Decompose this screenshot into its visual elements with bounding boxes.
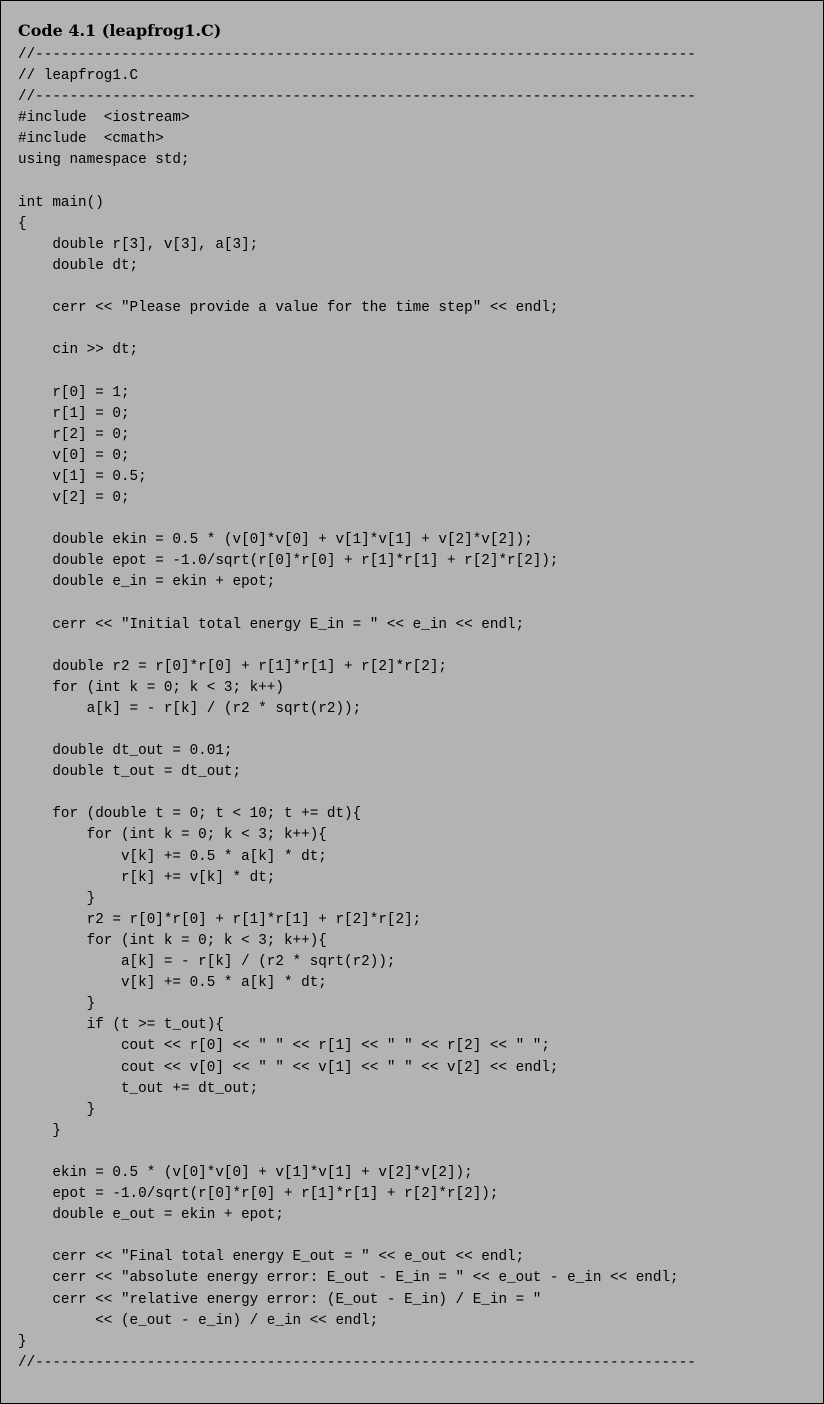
code-line: v[k] += 0.5 * a[k] * dt;: [18, 975, 327, 992]
code-line: [18, 361, 696, 382]
code-line: v[k] += 0.5 * a[k] * dt;: [18, 848, 327, 865]
code-line: //-----------------------------------------------------------------------------: [18, 89, 696, 106]
code-line: // leapfrog1.C: [18, 68, 139, 85]
code-line: epot = -1.0/sqrt(r[0]*r[0] + r[1]*r[1] + r[2]*r[2]);: [18, 1186, 499, 1203]
code-line: for (int k = 0; k < 3; k++){: [18, 827, 327, 844]
code-line: cin >> dt;: [18, 342, 139, 359]
code-line: [18, 720, 696, 741]
code-line: double r2 = r[0]*r[0] + r[1]*r[1] + r[2]*r[2];: [18, 658, 447, 675]
code-line: double dt;: [18, 257, 139, 274]
code-line: cout << v[0] << " " << v[1] << " " << v[2] << endl;: [18, 1059, 559, 1076]
code-line: if (t >= t_out){: [18, 1017, 224, 1034]
code-line: }: [18, 1122, 61, 1139]
code-line: r[k] += v[k] * dt;: [18, 869, 276, 886]
code-line: #include <iostream>: [18, 110, 190, 127]
code-line: //-----------------------------------------------------------------------------: [18, 1354, 696, 1371]
code-line: r[2] = 0;: [18, 426, 130, 443]
code-line: v[0] = 0;: [18, 447, 130, 464]
code-line: using namespace std;: [18, 152, 190, 169]
code-line: cerr << "Final total energy E_out = " << e_out << endl;: [18, 1249, 525, 1266]
code-line: double e_in = ekin + epot;: [18, 574, 276, 591]
code-line: double r[3], v[3], a[3];: [18, 236, 259, 253]
code-line: t_out += dt_out;: [18, 1080, 259, 1097]
code-line: int main(): [18, 194, 104, 211]
code-line: double e_out = ekin + epot;: [18, 1207, 284, 1224]
code-line: double dt_out = 0.01;: [18, 743, 233, 760]
code-line: {: [18, 215, 27, 232]
code-line: a[k] = - r[k] / (r2 * sqrt(r2));: [18, 954, 396, 971]
code-line: a[k] = - r[k] / (r2 * sqrt(r2));: [18, 700, 362, 717]
code-line: [18, 636, 696, 657]
code-line: << (e_out - e_in) / e_in << endl;: [18, 1312, 379, 1329]
code-line: [18, 783, 696, 804]
code-line: for (double t = 0; t < 10; t += dt){: [18, 806, 362, 823]
code-line: cout << r[0] << " " << r[1] << " " << r[2] << " ";: [18, 1038, 550, 1055]
code-line: [18, 593, 696, 614]
code-line: //-----------------------------------------------------------------------------: [18, 47, 696, 63]
code-line: r[1] = 0;: [18, 405, 130, 422]
code-block: [18, 45, 696, 1374]
code-line: [18, 172, 696, 193]
code-line: cerr << "relative energy error: (E_out - E_in) / E_in = ": [18, 1291, 542, 1308]
code-title: Code 4.1 (leapfrog1.C): [18, 21, 222, 40]
code-line: double ekin = 0.5 * (v[0]*v[0] + v[1]*v[1] + v[2]*v[2]);: [18, 532, 533, 549]
code-line: double t_out = dt_out;: [18, 764, 242, 781]
code-line: r2 = r[0]*r[0] + r[1]*r[1] + r[2]*r[2];: [18, 911, 422, 928]
code-line: ekin = 0.5 * (v[0]*v[0] + v[1]*v[1] + v[2]*v[2]);: [18, 1164, 473, 1181]
code-line: r[0] = 1;: [18, 384, 130, 401]
code-line: #include <cmath>: [18, 131, 164, 148]
code-line: [18, 319, 696, 340]
code-line: }: [18, 1101, 96, 1118]
code-line: v[1] = 0.5;: [18, 468, 147, 485]
code-line: [18, 509, 696, 530]
code-line: [18, 1142, 696, 1163]
code-line: cerr << "Please provide a value for the time step" << endl;: [18, 300, 559, 317]
code-line: }: [18, 996, 96, 1013]
code-line: }: [18, 1333, 27, 1350]
code-line: v[2] = 0;: [18, 489, 130, 506]
code-line: for (int k = 0; k < 3; k++): [18, 679, 284, 696]
code-line: [18, 1226, 696, 1247]
code-line: double epot = -1.0/sqrt(r[0]*r[0] + r[1]*r[1] + r[2]*r[2]);: [18, 553, 559, 570]
code-line: cerr << "Initial total energy E_in = " << e_in << endl;: [18, 616, 525, 633]
code-line: }: [18, 890, 96, 907]
code-line: cerr << "absolute energy error: E_out - E_in = " << e_out - e_in << endl;: [18, 1270, 679, 1287]
code-line: for (int k = 0; k < 3; k++){: [18, 932, 327, 949]
code-line: [18, 277, 696, 298]
